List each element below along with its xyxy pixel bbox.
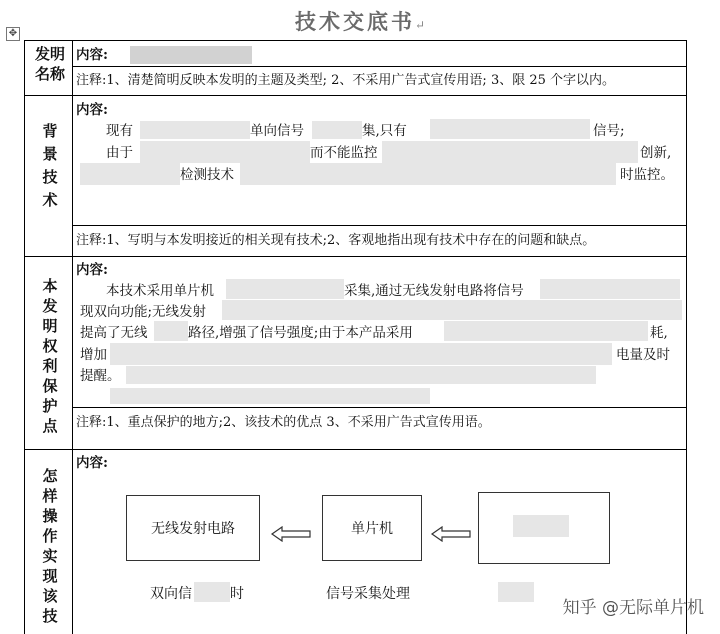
row-divider — [72, 225, 686, 226]
caption-2: 信号采集处理 — [326, 586, 410, 602]
row-label-invention-name: 发明名称 — [34, 45, 65, 83]
background-line-3: 检测技术 — [180, 167, 234, 183]
watermark: 知乎 @无际单片机 — [562, 598, 704, 618]
background-line-3-end: 时监控。 — [620, 167, 674, 183]
row-divider — [24, 449, 686, 450]
left-arrow-icon — [270, 526, 312, 542]
left-arrow-icon — [430, 526, 472, 542]
invention-line-5: 提醒。 — [80, 368, 121, 384]
redacted-text — [130, 46, 252, 64]
diagram-box-redacted — [478, 492, 610, 564]
redacted-text — [540, 279, 680, 299]
row-divider — [24, 256, 686, 257]
background-line-2-mid: 而不能监控 — [310, 145, 378, 161]
invention-line-1-mid: 采集,通过无线发射电路将信号 — [344, 283, 524, 299]
redacted-text — [430, 119, 590, 139]
background-line-2: 由于 — [106, 145, 133, 161]
redacted-text — [140, 141, 310, 163]
document-title: 技术交底书↵ — [294, 9, 426, 34]
background-line-1-mid2: 集,只有 — [362, 123, 407, 139]
table-border-left — [24, 40, 25, 634]
redacted-text — [240, 163, 616, 185]
redacted-text — [498, 582, 534, 602]
redacted-text — [110, 343, 612, 365]
background-content-label: 内容: — [76, 102, 108, 118]
invention-line-2: 现双向功能;无线发射 — [80, 304, 207, 320]
invention-line-4-end: 电量及时 — [616, 347, 670, 363]
redacted-text — [140, 121, 250, 139]
diagram-box-wireless-tx — [126, 495, 260, 561]
invention-line-4: 增加 — [80, 347, 107, 363]
box-label: 无线发射电路 — [151, 521, 235, 537]
redacted-text — [154, 321, 188, 341]
background-note: 注释:1、写明与本发明接近的相关现有技术;2、客观地指出现有技术中存在的问题和缺点。 — [76, 233, 596, 248]
table-col-divider — [72, 40, 73, 634]
redacted-text — [80, 163, 180, 185]
table-border-top — [24, 40, 686, 41]
row-label-background: 背景技术 — [42, 122, 58, 209]
background-line-1-mid: 单向信号 — [250, 123, 304, 139]
redacted-text — [382, 141, 638, 163]
invention-name-note: 注释:1、清楚简明反映本发明的主题及类型; 2、不采用广告式宣传用语; 3、限 25 个字以内。 — [76, 73, 616, 88]
table-move-handle-icon[interactable]: ✥ — [6, 27, 20, 41]
background-line-2-end: 创新, — [640, 145, 672, 161]
redacted-text — [513, 515, 569, 537]
redacted-text — [126, 366, 596, 384]
implementation-content-label: 内容: — [76, 455, 108, 471]
background-line-1-end: 信号; — [593, 123, 625, 139]
redacted-text — [194, 582, 230, 602]
background-line-1: 现有 — [106, 123, 133, 139]
diagram-box-mcu — [322, 495, 422, 561]
caption-1-end: 时 — [230, 586, 244, 602]
table-border-right — [686, 40, 687, 634]
redacted-text — [110, 388, 430, 404]
invention-note: 注释:1、重点保护的地方;2、该技术的优点 3、不采用广告式宣传用语。 — [76, 415, 491, 430]
row-label-invention: 本发明权利保护点 — [42, 277, 58, 435]
redacted-text — [226, 279, 344, 299]
redacted-text — [222, 300, 682, 320]
row-label-implementation: 怎样操作实现该技 — [42, 467, 58, 625]
redacted-text — [444, 321, 648, 341]
invention-line-3-end: 耗, — [650, 325, 668, 341]
invention-name-content: 内容: — [76, 47, 108, 63]
box-label: 单片机 — [351, 521, 393, 537]
invention-content-label: 内容: — [76, 262, 108, 278]
invention-line-1: 本技术采用单片机 — [106, 283, 214, 299]
row-divider — [24, 95, 686, 96]
row-divider — [72, 66, 686, 67]
redacted-text — [312, 121, 362, 139]
invention-line-3: 提高了无线 — [80, 325, 148, 341]
caption-1: 双向信 — [150, 586, 192, 602]
invention-line-3-mid: 路径,增强了信号强度;由于本产品采用 — [188, 325, 413, 341]
row-divider — [72, 407, 686, 408]
